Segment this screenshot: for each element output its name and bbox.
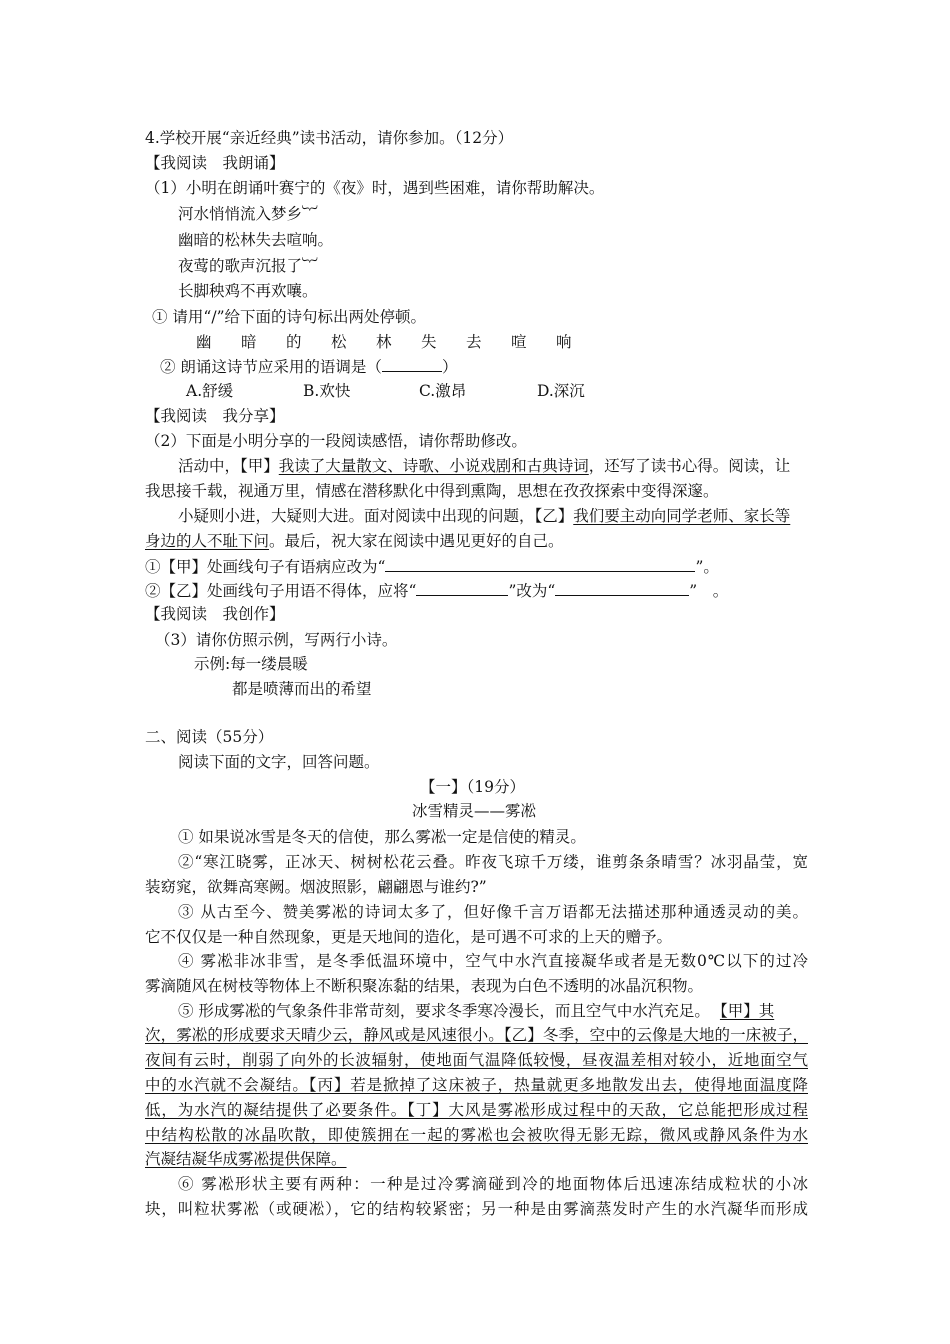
part-2-intro: 阅读下面的文字，回答问题。 — [178, 753, 380, 771]
option-c[interactable]: C.激昂 — [419, 382, 467, 400]
share-paragraph-1-line-1: 活动中，【甲】我读了大量散文、诗歌、小说戏剧和古典诗词，还写了读书心得。阅读，让 — [178, 457, 791, 475]
poem-char: 失 — [421, 333, 437, 351]
poem-char: 去 — [466, 333, 482, 351]
para-4-line-2: 雾滴随风在树枝等物体上不断积聚冻黏的结果，表现为白色不透明的冰晶沉积物。 — [145, 977, 704, 995]
para-5-line-4: 中的水汽就不会凝结。【丙】若是掀掉了这床被子，热量就更多地散发出去，使得地面温度降 — [145, 1076, 808, 1094]
question-4-2-b: ②【乙】处画线句子用语不得体，应将“ ”改为“ ” 。 — [145, 582, 729, 600]
pause-marking-line[interactable] — [196, 332, 601, 352]
poem-char: 松 — [331, 333, 347, 351]
share-paragraph-2-line-1: 小疑则小进，大疑则大进。面对阅读中出现的问题，【乙】我们要主动向同学老师、家长等 — [178, 507, 791, 525]
poem-char: 响 — [556, 333, 572, 351]
para-5-line-5: 低，为水汽的凝结提供了必要条件。【丁】大风是雾凇形成过程中的天敌，它总能把形成过程 — [145, 1101, 808, 1119]
poem-line-1: 河水悄悄流入梦乡︸ — [178, 205, 318, 223]
replacement-word-blank[interactable] — [555, 580, 689, 596]
question-4-2-a: ①【甲】处画线句子有语病应改为“ ”。 — [145, 558, 719, 576]
question-4-title: 4.学校开展“亲近经典”读书活动，请你参加。（12分） — [145, 129, 514, 147]
sentence-yi: 我们要主动向同学老师、家长等 — [573, 507, 791, 525]
para-5-line-1: ⑤ 形成雾凇的气象条件非常苛刻，要求冬季寒冷漫长，而且空气中水汽充足。 【甲】其 — [178, 1002, 775, 1020]
option-b[interactable]: B.欢快 — [303, 382, 351, 400]
para-5-line-3: 夜间有云时，削弱了向外的长波辐射，使地面气温降低较慢，昼夜温差相对较小，近地面空气 — [145, 1051, 808, 1069]
section-read-recite: 【我阅读 我朗诵】 — [145, 154, 285, 172]
para-5-line-7: 汽凝结凝华成雾凇提供保障。 — [145, 1150, 347, 1168]
example-line-2: 都是喷薄而出的希望 — [232, 680, 372, 698]
share-paragraph-2-line-2: 身边的人不耻下问。最后，祝大家在阅读中遇见更好的自己。 — [145, 532, 564, 550]
original-word-blank[interactable] — [416, 580, 508, 596]
example-line-1: 示例:每一缕晨暖 — [194, 655, 308, 673]
poem-char: 的 — [286, 333, 302, 351]
section-read-create: 【我阅读 我创作】 — [145, 605, 285, 623]
para-3-line-1: ③ 从古至今、赞美雾凇的诗词太多了，但好像千言万语都无法描述那种通透灵动的美。 — [178, 903, 808, 921]
sentence-yi-cont: 身边的人不耻下问 — [145, 532, 270, 550]
para-3-line-2: 它不仅仅是一种自然现象，更是天地间的造化，是可遇不可求的上天的赠予。 — [145, 928, 673, 946]
poem-char: 暗 — [241, 333, 257, 351]
poem-line-4: 长脚秧鸡不再欢嚷。 — [178, 282, 318, 300]
question-4-1-prompt: （1）小明在朗诵叶赛宁的《夜》时，遇到些困难，请你帮助解决。 — [145, 179, 605, 197]
para-1: ① 如果说冰雪是冬天的信使，那么雾凇一定是信使的精灵。 — [178, 828, 586, 846]
para-6-line-1: ⑥ 雾凇形状主要有两种：一种是过冷雾滴碰到冷的地面物体后迅速冻结成粒状的小冰 — [178, 1175, 808, 1193]
passage-1-heading: 【一】（19分） — [420, 778, 525, 796]
poem-line-3: 夜莺的歌声沉报了︸ — [178, 257, 318, 275]
section-read-share: 【我阅读 我分享】 — [145, 407, 285, 425]
para-4-line-1: ④ 雾凇非冰非雪，是冬季低温环境中，空气中水汽直接凝华或者是无数0℃以下的过冷 — [178, 952, 808, 970]
para-5-line-2: 次，雾凇的形成要求天晴少云，静风或是风速很小。【乙】冬季，空中的云像是大地的一床被子， — [145, 1026, 808, 1044]
poem-char: 林 — [376, 333, 392, 351]
tone-answer-blank[interactable] — [382, 356, 442, 372]
poem-char: 喧 — [511, 333, 527, 351]
share-paragraph-1-line-2: 我思接千载，视通万里，情感在潜移默化中得到熏陶，思想在孜孜探索中变得深邃。 — [145, 482, 719, 500]
article-title: 冰雪精灵——雾凇 — [412, 802, 537, 820]
option-a[interactable]: A.舒缓 — [186, 382, 234, 400]
para-6-line-2: 块，叫粒状雾凇（或硬凇），它的结构较紧密；另一种是由雾滴蒸发时产生的水汽凝华而形成 — [145, 1200, 808, 1218]
para-2-line-1: ②“寒江晓雾，正冰天、树树松花云叠。昨夜飞琼千万缕，谁剪条条晴雪？冰羽晶莹，宽 — [178, 853, 808, 871]
para-2-line-2: 装窈窕，欲舞高寒阙。烟波照影，翩翩恩与谁约?” — [145, 878, 487, 896]
question-4-1-b: ② 朗诵这诗节应采用的语调是（ ） — [160, 358, 458, 376]
para-5-line-6: 中结构松散的冰晶吹散，即使簇拥在一起的雾凇也会被吹得无影无踪，微风或静风条件为水 — [145, 1126, 808, 1144]
question-4-1-a: ① 请用“/”给下面的诗句标出两处停顿。 — [152, 308, 426, 326]
question-4-3-prompt: （3）请你仿照示例，写两行小诗。 — [155, 631, 398, 649]
sentence-jia: 我读了大量散文、诗歌、小说戏剧和古典诗词 — [278, 457, 589, 475]
poem-line-2: 幽暗的松林失去喧响。 — [178, 231, 334, 249]
question-4-2-prompt: （2）下面是小明分享的一段阅读感悟，请你帮助修改。 — [145, 432, 527, 450]
option-d[interactable]: D.深沉 — [537, 382, 585, 400]
correction-blank[interactable] — [385, 556, 695, 572]
poem-char: 幽 — [196, 333, 212, 351]
part-2-title: 二、阅读（55分） — [145, 728, 274, 746]
